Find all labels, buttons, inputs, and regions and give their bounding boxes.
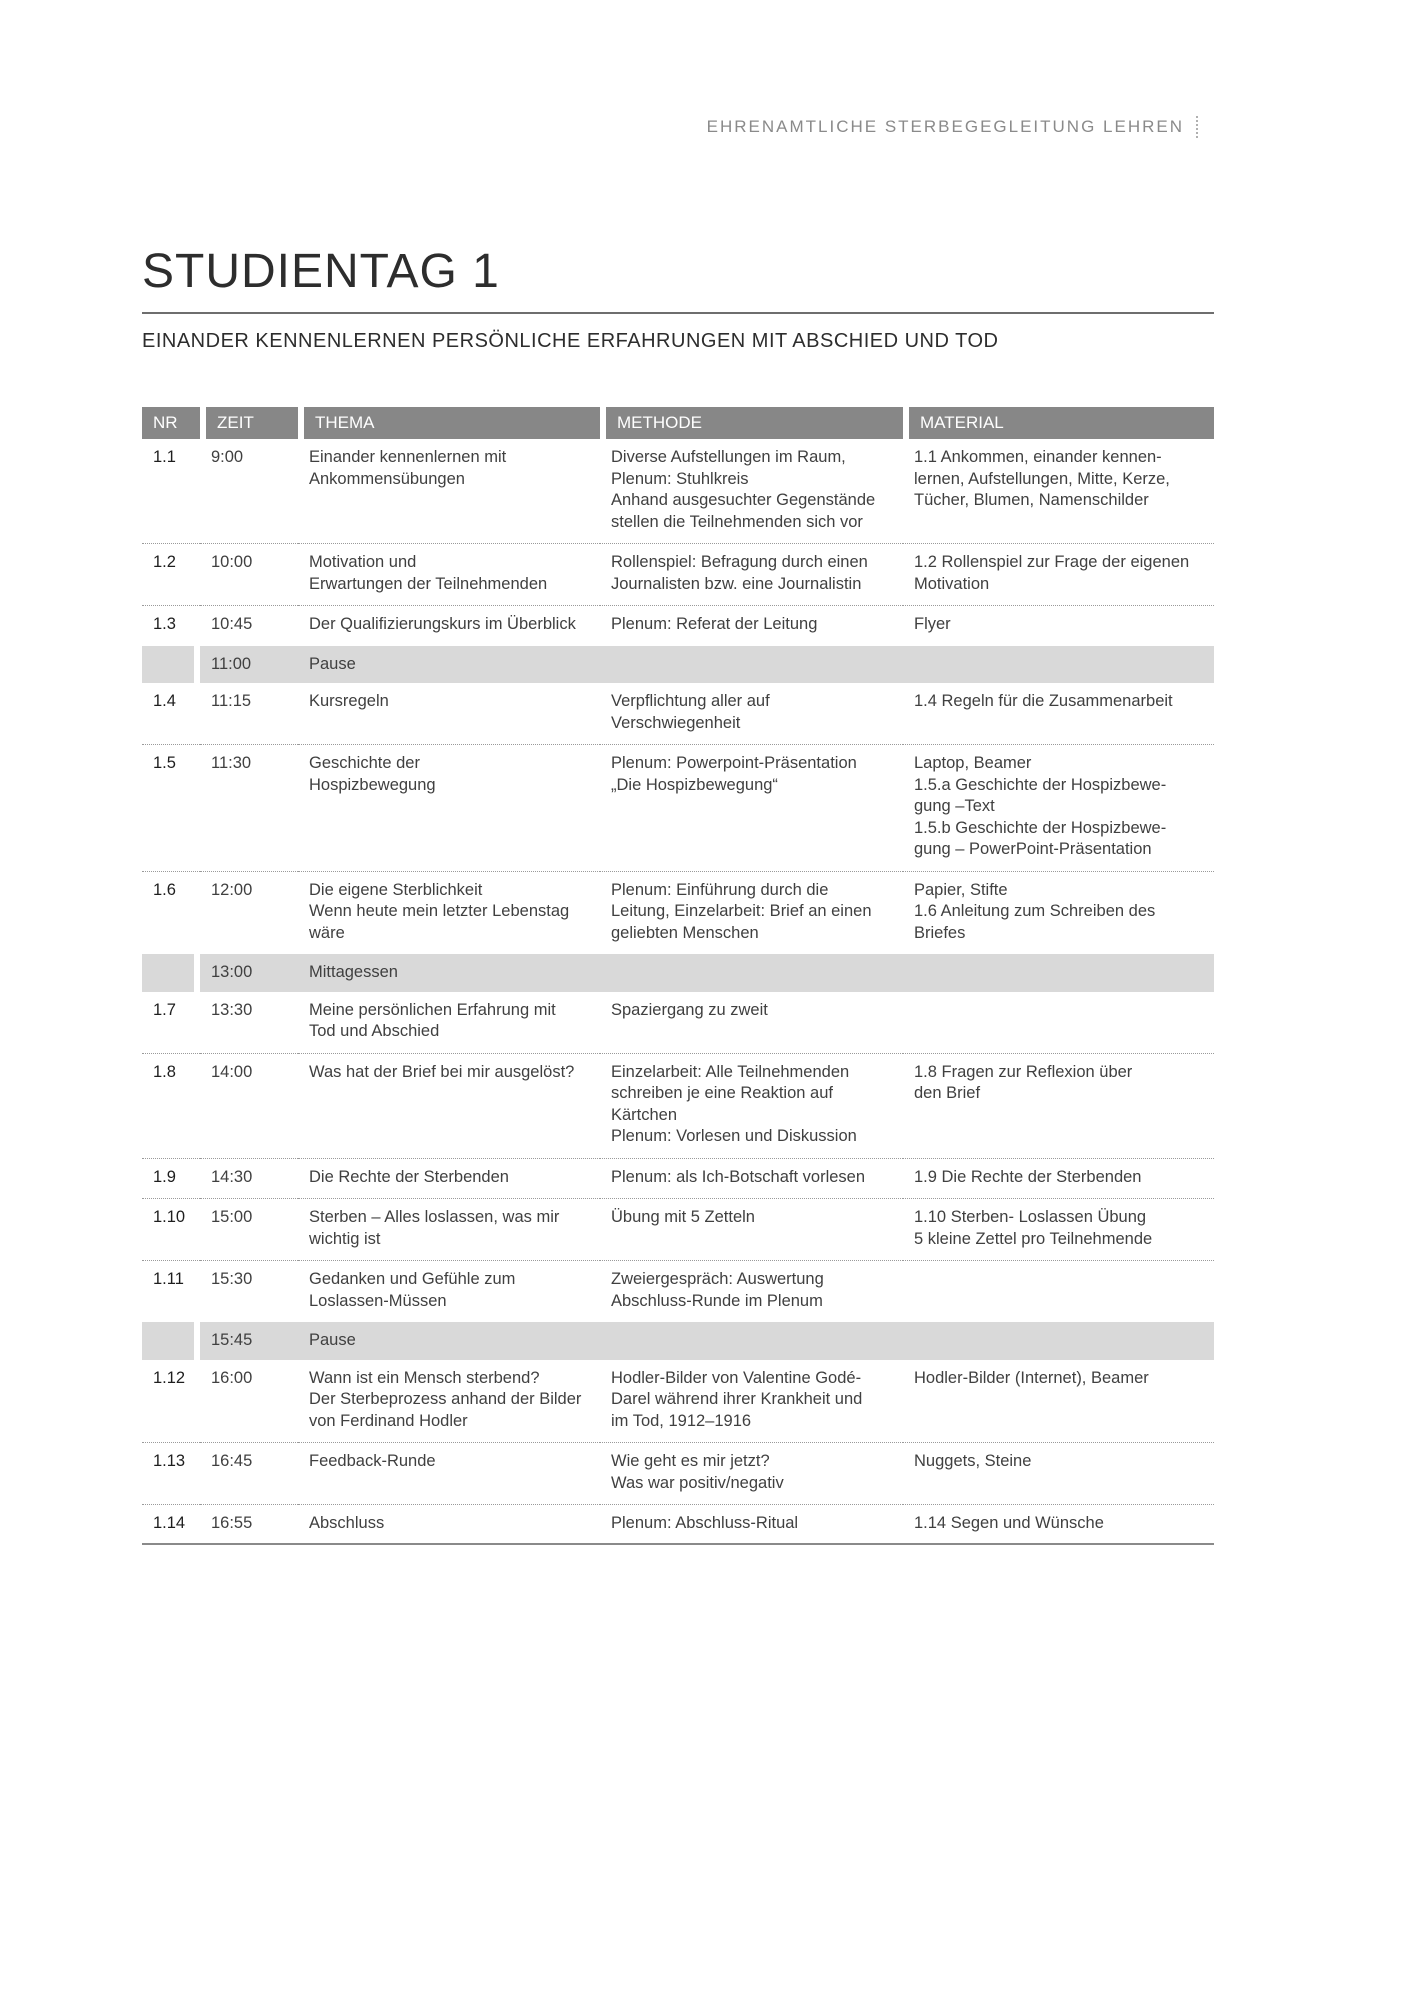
cell-methode-line: Verpflichtung aller auf (611, 692, 770, 710)
cell-thema-line: Hospizbewegung (309, 775, 436, 794)
cell-material (903, 745, 1214, 872)
cell-methode-line: Was war positiv/negativ (611, 1473, 784, 1492)
column-header-zeit: ZEIT (200, 407, 298, 439)
cell-material-line: 1.5.b Geschichte der Hospizbewe- (914, 818, 1167, 837)
cell-nr: 1.7 (142, 992, 200, 1054)
pause-row (142, 1322, 1214, 1360)
cell-methode-line: Anhand ausgesuchter Gegenstände (611, 491, 876, 509)
cell-methode-line: Zweiergespräch: Auswertung (611, 1270, 824, 1288)
cell-nr: 1.9 (142, 1159, 200, 1200)
cell-thema (298, 1199, 600, 1261)
cell-methode (600, 1443, 903, 1505)
cell-zeit: 15:45 (200, 1322, 298, 1360)
cell-nr: 1.6 (153, 880, 176, 899)
cell-methode (600, 992, 903, 1054)
cell-methode (600, 544, 903, 606)
table-row (142, 872, 1214, 955)
running-head: EHRENAMTLICHE STERBEGEGLEITUNG LEHREN (707, 116, 1198, 138)
cell-material-line: Laptop, Beamer (914, 754, 1032, 772)
cell-methode (600, 439, 903, 544)
table-row (142, 1505, 1214, 1545)
cell-pause-label (298, 954, 1214, 992)
cell-zeit: 16:55 (200, 1505, 298, 1545)
page-title: STUDIENTAG 1 (142, 245, 500, 298)
column-header-thema: THEMA (298, 407, 600, 439)
cell-thema-line: Wenn heute mein letzter Lebenstag (309, 902, 570, 920)
cell-thema-line: Meine persönlichen Erfahrung mit (309, 1000, 556, 1019)
cell-zeit: 15:30 (211, 1270, 253, 1288)
cell-nr (142, 1322, 200, 1360)
cell-material-line: 1.1 Ankommen, einander kennen- (914, 448, 1162, 466)
table-row (142, 1443, 1214, 1505)
cell-zeit: 14:30 (200, 1159, 298, 1200)
table-header-row (142, 407, 1214, 439)
cell-methode (600, 1054, 903, 1159)
cell-thema (298, 544, 600, 606)
table-row (142, 1054, 1214, 1159)
cell-methode-line: Plenum: Einführung durch die (611, 880, 829, 899)
cell-thema-line: Einander kennenlernen mit (309, 448, 507, 466)
cell-methode (600, 1199, 903, 1261)
cell-thema-line: Geschichte der (309, 754, 420, 772)
column-header-methode: METHODE (600, 407, 903, 439)
cell-methode (600, 1261, 903, 1322)
cell-nr: 1.8 (142, 1054, 200, 1159)
table-row (142, 683, 1214, 745)
cell-methode-line: Plenum: Vorlesen und Diskussion (611, 1127, 857, 1145)
cell-thema-line: wichtig ist (309, 1229, 381, 1248)
cell-thema-line: Tod und Abschied (309, 1022, 440, 1040)
cell-material-line: 1.8 Fragen zur Reflexion über (914, 1062, 1133, 1081)
cell-material (903, 1360, 1214, 1444)
cell-methode-line: Rollenspiel: Befragung durch einen (611, 553, 868, 571)
cell-material-line: lernen, Aufstellungen, Mitte, Kerze, (914, 469, 1170, 488)
cell-zeit: 11:15 (200, 683, 298, 745)
cell-nr: 1.12 (142, 1360, 200, 1444)
cell-thema-line: Motivation und (309, 553, 417, 571)
cell-zeit: 12:00 (211, 880, 253, 899)
title-divider (142, 312, 1214, 314)
cell-material-line: den Brief (914, 1084, 981, 1102)
cell-methode (600, 1159, 903, 1200)
cell-methode (600, 606, 903, 646)
cell-methode-line: Plenum: Stuhlkreis (611, 469, 749, 488)
cell-material (903, 992, 1214, 1054)
table-row (142, 745, 1214, 872)
cell-material-line: 5 kleine Zettel pro Teilnehmende (914, 1229, 1153, 1248)
cell-thema (298, 1360, 600, 1444)
cell-zeit: 14:00 (200, 1054, 298, 1159)
cell-methode-line: Spaziergang zu zweit (611, 1000, 768, 1019)
cell-thema (298, 683, 600, 745)
cell-thema-line: Was hat der Brief bei mir ausgelöst? (309, 1062, 575, 1081)
cell-material (903, 544, 1214, 606)
cell-material-line: 1.2 Rollenspiel zur Frage der eigenen (914, 553, 1190, 571)
cell-pause-label-line: Pause (309, 1331, 356, 1349)
cell-material (903, 872, 1214, 955)
pause-row (142, 646, 1214, 684)
cell-thema (298, 1443, 600, 1505)
cell-nr: 1.2 (142, 544, 200, 606)
cell-zeit: 10:00 (200, 544, 298, 606)
cell-nr: 1.3 (153, 615, 176, 633)
cell-thema-line: Die Rechte der Sterbenden (309, 1167, 509, 1186)
cell-thema (298, 606, 600, 646)
cell-pause-label-line: Mittagessen (309, 963, 398, 981)
cell-methode (600, 745, 903, 872)
cell-thema-line: Wann ist ein Mensch sterbend? (309, 1368, 540, 1387)
cell-zeit: 16:45 (200, 1443, 298, 1505)
cell-methode (600, 1360, 903, 1444)
cell-thema-line: Sterben – Alles loslassen, was mir (309, 1208, 560, 1226)
cell-methode-line: Verschwiegenheit (611, 713, 741, 732)
table-row (142, 1360, 1214, 1444)
cell-material-line: gung – PowerPoint-Präsentation (914, 840, 1152, 858)
cell-thema-line: Ankommensübungen (309, 469, 465, 488)
cell-thema-line: Der Qualifizierungskurs im Überblick (309, 615, 576, 633)
cell-thema (298, 992, 600, 1054)
cell-material (903, 1505, 1214, 1545)
page-subtitle: EINANDER KENNENLERNEN PERSÖNLICHE ERFAHRUNGEN MIT ABSCHIED UND TOD (142, 330, 999, 352)
cell-material (903, 683, 1214, 745)
cell-methode-line: Plenum: Powerpoint-Präsentation (611, 754, 857, 772)
cell-methode-line: Kärtchen (611, 1105, 678, 1124)
cell-material (903, 1261, 1214, 1322)
cell-methode-line: Wie geht es mir jetzt? (611, 1452, 770, 1470)
cell-material-line: gung –Text (914, 797, 995, 815)
cell-zeit: 10:45 (211, 615, 253, 633)
cell-material (903, 1199, 1214, 1261)
cell-zeit: 13:30 (200, 992, 298, 1054)
cell-nr: 1.13 (142, 1443, 200, 1505)
cell-material (903, 439, 1214, 544)
cell-methode-line: Journalisten bzw. eine Journalistin (611, 574, 862, 593)
cell-thema (298, 872, 600, 955)
schedule-body (142, 439, 1214, 1545)
cell-thema-line: Die eigene Sterblichkeit (309, 880, 483, 899)
cell-pause-label (298, 1322, 1214, 1360)
cell-thema-line: Feedback-Runde (309, 1452, 436, 1470)
cell-material-line: Papier, Stifte (914, 880, 1008, 899)
pause-row (142, 954, 1214, 992)
cell-material (903, 1159, 1214, 1200)
cell-methode-line: schreiben je eine Reaktion auf (611, 1084, 833, 1102)
cell-zeit: 16:00 (200, 1360, 298, 1444)
cell-pause-label (298, 646, 1214, 684)
cell-methode-line: Einzelarbeit: Alle Teilnehmenden (611, 1062, 850, 1081)
cell-methode-line: geliebten Menschen (611, 923, 759, 942)
cell-material-line: 1.10 Sterben- Loslassen Übung (914, 1208, 1147, 1226)
cell-thema-line: Erwartungen der Teilnehmenden (309, 574, 548, 593)
table-row (142, 606, 1214, 646)
table-row (142, 439, 1214, 544)
cell-material (903, 1054, 1214, 1159)
column-header-material: MATERIAL (903, 407, 1214, 439)
cell-thema (298, 1505, 600, 1545)
cell-thema-line: von Ferdinand Hodler (309, 1411, 468, 1430)
cell-material-line: 1.4 Regeln für die Zusammenarbeit (914, 692, 1173, 710)
cell-nr: 1.4 (142, 683, 200, 745)
cell-material (903, 606, 1214, 646)
cell-nr: 1.10 (142, 1199, 200, 1261)
cell-zeit: 11:00 (200, 646, 298, 684)
cell-zeit: 13:00 (200, 954, 298, 992)
table-row (142, 544, 1214, 606)
cell-material (903, 1443, 1214, 1505)
cell-methode-line: Plenum: Referat der Leitung (611, 615, 818, 633)
cell-material-line: Flyer (914, 615, 951, 633)
cell-material-line: Motivation (914, 574, 990, 593)
cell-material-line: 1.5.a Geschichte der Hospizbewe- (914, 775, 1167, 794)
cell-methode-line: Hodler-Bilder von Valentine Godé- (611, 1368, 862, 1387)
cell-thema (298, 439, 600, 544)
cell-zeit: 11:30 (200, 745, 298, 872)
table-row (142, 1199, 1214, 1261)
cell-nr: 1.5 (142, 745, 200, 872)
cell-thema-line: Der Sterbeprozess anhand der Bilder (309, 1390, 582, 1408)
cell-methode-line: Abschluss-Runde im Plenum (611, 1291, 823, 1310)
cell-material-line: 1.6 Anleitung zum Schreiben des (914, 902, 1156, 920)
cell-material-line: 1.14 Segen und Wünsche (914, 1514, 1104, 1532)
cell-methode-line: stellen die Teilnehmenden sich vor (611, 512, 863, 531)
cell-methode (600, 683, 903, 745)
cell-thema-line: Gedanken und Gefühle zum (309, 1270, 516, 1288)
cell-material-line: Hodler-Bilder (Internet), Beamer (914, 1368, 1149, 1387)
cell-zeit: 9:00 (200, 439, 298, 544)
table-row (142, 1261, 1214, 1322)
schedule-table (142, 407, 1214, 1545)
column-header-nr: NR (142, 407, 200, 439)
cell-methode-line: Leitung, Einzelarbeit: Brief an einen (611, 902, 872, 920)
cell-nr: 1.11 (153, 1270, 184, 1288)
cell-material-line: 1.9 Die Rechte der Sterbenden (914, 1167, 1142, 1186)
cell-thema (298, 1054, 600, 1159)
cell-methode-line: Übung mit 5 Zetteln (611, 1208, 755, 1226)
cell-methode-line: „Die Hospizbewegung“ (611, 775, 778, 794)
cell-material-line: Tücher, Blumen, Namenschilder (914, 491, 1149, 509)
cell-nr: 1.14 (142, 1505, 200, 1545)
cell-nr (142, 954, 200, 992)
cell-methode-line: Darel während ihrer Krankheit und (611, 1390, 863, 1408)
cell-thema-line: Abschluss (309, 1514, 385, 1532)
cell-methode-line: Plenum: Abschluss-Ritual (611, 1514, 799, 1532)
cell-thema (298, 745, 600, 872)
cell-methode-line: Diverse Aufstellungen im Raum, (611, 448, 846, 466)
cell-material-line: Nuggets, Steine (914, 1452, 1032, 1470)
cell-methode-line: Plenum: als Ich-Botschaft vorlesen (611, 1167, 866, 1186)
cell-nr: 1.1 (142, 439, 200, 544)
cell-methode-line: im Tod, 1912–1916 (611, 1411, 752, 1430)
cell-methode (600, 1505, 903, 1545)
table-row (142, 992, 1214, 1054)
cell-material-line: Briefes (914, 923, 966, 942)
table-row (142, 1159, 1214, 1200)
cell-thema (298, 1261, 600, 1322)
cell-thema-line: wäre (309, 923, 345, 942)
cell-pause-label-line: Pause (309, 654, 356, 673)
cell-nr (142, 646, 200, 684)
cell-methode (600, 872, 903, 955)
cell-thema (298, 1159, 600, 1200)
cell-thema-line: Kursregeln (309, 692, 389, 710)
cell-zeit: 15:00 (200, 1199, 298, 1261)
cell-thema-line: Loslassen-Müssen (309, 1291, 447, 1310)
